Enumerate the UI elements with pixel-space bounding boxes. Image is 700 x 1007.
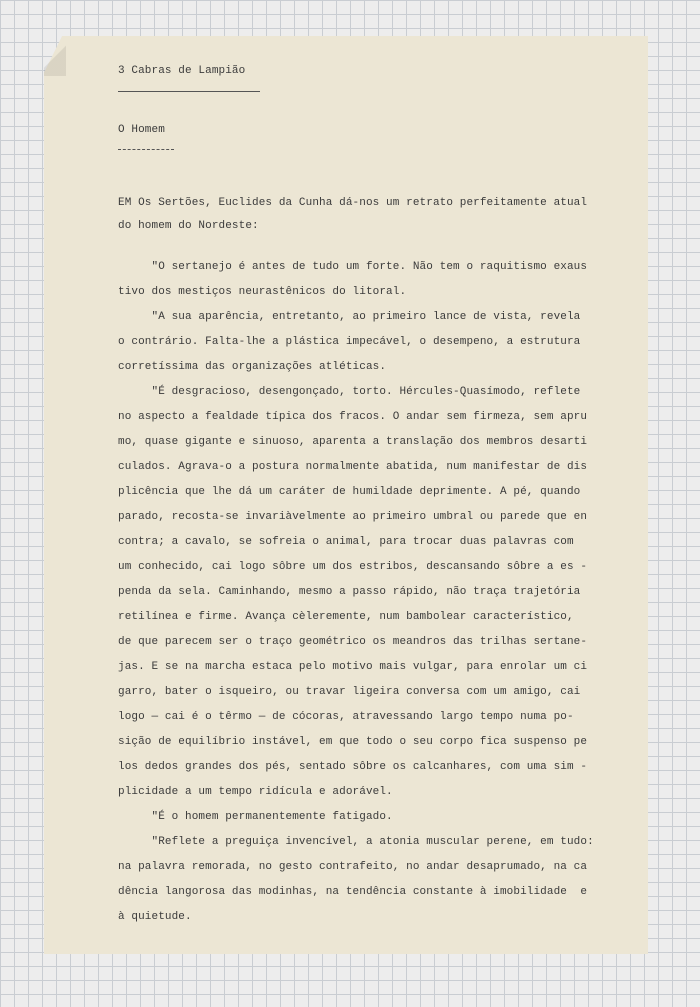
body-line: penda da sela. Caminhando, mesmo a passo rápido, não traça trajetória [118, 586, 581, 598]
body-line: garro, bater o isqueiro, ou travar ligeira conversa com um amigo, cai [118, 686, 581, 698]
body-line: EM Os Sertões, Euclides da Cunha dá-nos um retrato perfeitamente atual [118, 197, 588, 209]
page-content [118, 0, 638, 1007]
body-line: sição de equilíbrio instável, em que todo o seu corpo fica suspenso pe [118, 736, 588, 748]
body-line: tivo dos mestiços neurastênicos do litoral. [118, 286, 407, 298]
body-line: "O sertanejo é antes de tudo um forte. Não tem o raquitismo exaus [118, 261, 588, 273]
body-line: jas. E se na marcha estaca pelo motivo mais vulgar, para enrolar um ci [118, 661, 588, 673]
body-line: mo, quase gigante e sinuoso, aparenta a translação dos membros desarti [118, 436, 588, 448]
body-line: retilínea e firme. Avança cèleremente, num bambolear característico, [118, 611, 574, 623]
body-line: "É o homem permanentemente fatigado. [118, 811, 393, 823]
body-line: "Reflete a preguiça invencível, a atonia muscular perene, em tudo: [118, 836, 594, 848]
body-line: los dedos grandes dos pés, sentado sôbre os calcanhares, com uma sim - [118, 761, 588, 773]
section-heading-underline [118, 149, 174, 150]
body-line: culados. Agrava-o a postura normalmente abatida, num manifestar de dis [118, 461, 588, 473]
body-line: parado, recosta-se invariàvelmente ao primeiro umbral ou parede que en [118, 511, 588, 523]
section-heading: O Homem [118, 124, 165, 136]
body-line: corretíssima das organizações atléticas. [118, 361, 387, 373]
chapter-title: 3 Cabras de Lampião [118, 65, 246, 77]
body-line: plicidade a um tempo ridícula e adorável. [118, 786, 393, 798]
body-line: o contrário. Falta-lhe a plástica impecável, o desempeno, a estrutura [118, 336, 581, 348]
body-line: dência langorosa das modinhas, na tendência constante à imobilidade e [118, 886, 588, 898]
body-line: um conhecido, cai logo sôbre um dos estribos, descansando sôbre a es - [118, 561, 588, 573]
body-line: à quietude. [118, 911, 192, 923]
body-line: de que parecem ser o traço geométrico os meandros das trilhas sertane- [118, 636, 588, 648]
chapter-title-underline [118, 91, 260, 92]
body-line: contra; a cavalo, se sofreia o animal, para trocar duas palavras com [118, 536, 574, 548]
body-line: na palavra remorada, no gesto contrafeito, no andar desaprumado, na ca [118, 861, 588, 873]
body-line: "A sua aparência, entretanto, ao primeiro lance de vista, revela [118, 311, 581, 323]
body-line: "É desgracioso, desengonçado, torto. Hércules-Quasímodo, reflete [118, 386, 581, 398]
body-line: no aspecto a fealdade típica dos fracos. O andar sem firmeza, sem apru [118, 411, 588, 423]
page-corner-fold [44, 36, 66, 76]
body-line: do homem do Nordeste: [118, 220, 259, 232]
body-line: logo — cai é o têrmo — de cócoras, atravessando largo tempo numa po- [118, 711, 574, 723]
body-line: plicência que lhe dá um caráter de humildade deprimente. A pé, quando [118, 486, 581, 498]
